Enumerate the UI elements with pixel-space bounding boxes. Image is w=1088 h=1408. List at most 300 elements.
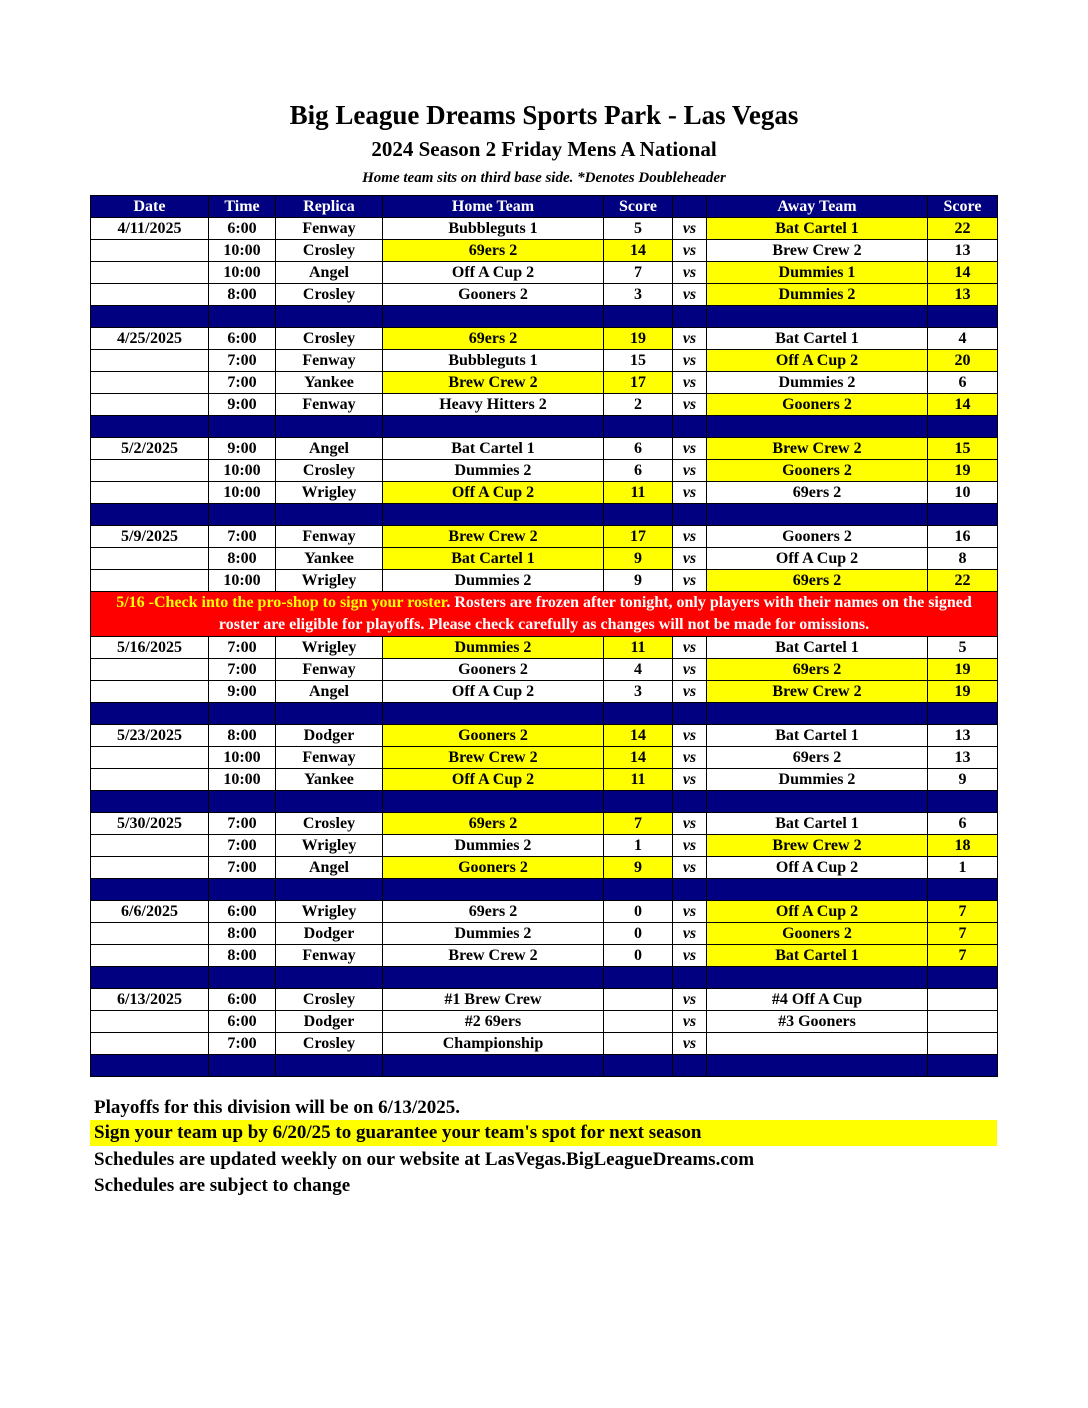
away-team-cell: Bat Cartel 1 [707, 945, 928, 967]
away-score-cell: 19 [928, 659, 998, 681]
date-cell [91, 460, 209, 482]
vs-cell: vs [673, 747, 707, 769]
separator-cell [209, 306, 276, 328]
separator-cell [209, 1055, 276, 1077]
separator-cell [604, 703, 673, 725]
away-score-cell: 19 [928, 681, 998, 703]
home-score-cell: 11 [604, 637, 673, 659]
home-score-cell: 5 [604, 218, 673, 240]
home-score-cell: 9 [604, 857, 673, 879]
away-score-cell [928, 989, 998, 1011]
vs-cell: vs [673, 570, 707, 592]
vs-cell: vs [673, 659, 707, 681]
replica-cell: Wrigley [276, 482, 383, 504]
date-cell [91, 747, 209, 769]
home-team-cell: Brew Crew 2 [383, 526, 604, 548]
game-row [91, 548, 998, 570]
away-score-cell: 8 [928, 548, 998, 570]
home-team-cell: Heavy Hitters 2 [383, 394, 604, 416]
home-team-cell: Off A Cup 2 [383, 262, 604, 284]
replica-cell: Fenway [276, 526, 383, 548]
time-cell: 7:00 [209, 659, 276, 681]
away-team-cell: #3 Gooners [707, 1011, 928, 1033]
away-score-cell: 15 [928, 438, 998, 460]
website-note: Schedules are updated weekly on our website at LasVegas.BigLeagueDreams.com [94, 1149, 755, 1170]
vs-cell: vs [673, 548, 707, 570]
vs-cell: vs [673, 372, 707, 394]
separator-cell [91, 879, 209, 901]
time-cell: 7:00 [209, 857, 276, 879]
separator-cell [604, 791, 673, 813]
separator-cell [604, 504, 673, 526]
separator-cell [209, 791, 276, 813]
vs-cell: vs [673, 328, 707, 350]
separator-cell [673, 703, 707, 725]
home-score-cell: 2 [604, 394, 673, 416]
replica-cell: Crosley [276, 460, 383, 482]
away-team-cell: Bat Cartel 1 [707, 813, 928, 835]
roster-notice-row [91, 592, 998, 637]
time-cell: 9:00 [209, 681, 276, 703]
home-team-cell: Gooners 2 [383, 659, 604, 681]
replica-cell: Angel [276, 262, 383, 284]
away-team-cell: Bat Cartel 1 [707, 637, 928, 659]
time-cell: 8:00 [209, 725, 276, 747]
time-cell: 9:00 [209, 438, 276, 460]
time-cell: 7:00 [209, 813, 276, 835]
game-row [91, 350, 998, 372]
vs-cell: vs [673, 284, 707, 306]
away-score-cell: 13 [928, 284, 998, 306]
home-team-cell: Gooners 2 [383, 725, 604, 747]
separator-cell [707, 791, 928, 813]
vs-cell: vs [673, 835, 707, 857]
home-team-cell: Brew Crew 2 [383, 945, 604, 967]
separator-cell [707, 504, 928, 526]
separator-cell [91, 504, 209, 526]
replica-cell: Crosley [276, 813, 383, 835]
separator-cell [707, 967, 928, 989]
replica-cell: Crosley [276, 284, 383, 306]
vs-cell: vs [673, 1033, 707, 1055]
replica-cell: Crosley [276, 328, 383, 350]
separator-cell [383, 703, 604, 725]
away-score-cell: 7 [928, 923, 998, 945]
separator-cell [928, 703, 998, 725]
away-team-cell: Bat Cartel 1 [707, 328, 928, 350]
replica-cell: Angel [276, 438, 383, 460]
away-score-cell: 13 [928, 240, 998, 262]
home-team-cell: Dummies 2 [383, 637, 604, 659]
date-cell: 6/13/2025 [91, 989, 209, 1011]
game-row [91, 989, 998, 1011]
date-cell [91, 659, 209, 681]
replica-cell: Wrigley [276, 570, 383, 592]
replica-cell: Yankee [276, 372, 383, 394]
away-team-cell: Off A Cup 2 [707, 857, 928, 879]
time-cell: 10:00 [209, 262, 276, 284]
separator-cell [209, 504, 276, 526]
time-cell: 7:00 [209, 526, 276, 548]
away-team-cell: Off A Cup 2 [707, 350, 928, 372]
away-score-cell: 14 [928, 262, 998, 284]
home-score-cell: 6 [604, 460, 673, 482]
separator-cell [928, 1055, 998, 1077]
game-row [91, 857, 998, 879]
date-cell [91, 394, 209, 416]
home-team-cell: Off A Cup 2 [383, 681, 604, 703]
game-row [91, 526, 998, 548]
away-score-cell: 6 [928, 372, 998, 394]
game-row [91, 240, 998, 262]
time-cell: 6:00 [209, 218, 276, 240]
time-cell: 8:00 [209, 284, 276, 306]
home-score-cell: 6 [604, 438, 673, 460]
home-score-cell: 9 [604, 570, 673, 592]
separator-cell [928, 791, 998, 813]
separator-cell [604, 306, 673, 328]
separator-cell [209, 879, 276, 901]
col-header-vs [673, 196, 707, 218]
home-score-cell: 7 [604, 262, 673, 284]
date-cell [91, 284, 209, 306]
home-team-cell: Off A Cup 2 [383, 482, 604, 504]
time-cell: 7:00 [209, 1033, 276, 1055]
separator-cell [276, 504, 383, 526]
away-score-cell: 20 [928, 350, 998, 372]
away-team-cell: 69ers 2 [707, 747, 928, 769]
separator-cell [383, 504, 604, 526]
vs-cell: vs [673, 637, 707, 659]
separator-cell [673, 416, 707, 438]
separator-cell [928, 879, 998, 901]
time-cell: 7:00 [209, 372, 276, 394]
date-cell [91, 835, 209, 857]
away-team-cell: Gooners 2 [707, 923, 928, 945]
separator-cell [673, 791, 707, 813]
separator-cell [91, 1055, 209, 1077]
home-team-cell: Gooners 2 [383, 284, 604, 306]
away-team-cell: Gooners 2 [707, 526, 928, 548]
separator-cell [276, 703, 383, 725]
replica-cell: Yankee [276, 548, 383, 570]
col-header-date: Date [91, 196, 209, 218]
away-score-cell [928, 1033, 998, 1055]
date-cell [91, 1011, 209, 1033]
vs-cell: vs [673, 769, 707, 791]
replica-cell: Fenway [276, 747, 383, 769]
home-team-cell: 69ers 2 [383, 813, 604, 835]
notice-text: . Rosters are frozen after tonight, only players with their names on the signed roster are eligible for playoffs. Please check carefully as changes will not be made for omissions. [218, 594, 972, 633]
separator-cell [276, 967, 383, 989]
home-team-cell: Dummies 2 [383, 835, 604, 857]
schedule-note: Home team sits on third base side. *Denotes Doubleheader [362, 170, 726, 186]
game-row [91, 659, 998, 681]
away-score-cell: 22 [928, 218, 998, 240]
separator-cell [91, 967, 209, 989]
vs-cell: vs [673, 813, 707, 835]
separator-cell [707, 1055, 928, 1077]
header-row [91, 196, 998, 218]
time-cell: 8:00 [209, 923, 276, 945]
separator-cell [928, 504, 998, 526]
separator-cell [673, 879, 707, 901]
away-score-cell: 10 [928, 482, 998, 504]
replica-cell: Dodger [276, 1011, 383, 1033]
notice-prefix: 5/16 - [116, 594, 154, 611]
time-cell: 10:00 [209, 240, 276, 262]
home-score-cell: 0 [604, 945, 673, 967]
away-team-cell: #4 Off A Cup [707, 989, 928, 1011]
away-score-cell: 13 [928, 725, 998, 747]
away-team-cell [707, 1033, 928, 1055]
separator-cell [707, 703, 928, 725]
home-team-cell: Bat Cartel 1 [383, 548, 604, 570]
week-separator [91, 1055, 998, 1077]
separator-cell [707, 306, 928, 328]
week-separator [91, 416, 998, 438]
week-separator [91, 703, 998, 725]
home-team-cell: 69ers 2 [383, 240, 604, 262]
away-team-cell: Brew Crew 2 [707, 835, 928, 857]
home-team-cell: #1 Brew Crew [383, 989, 604, 1011]
separator-cell [91, 791, 209, 813]
vs-cell: vs [673, 901, 707, 923]
replica-cell: Yankee [276, 769, 383, 791]
game-row [91, 460, 998, 482]
game-row [91, 328, 998, 350]
away-team-cell: Bat Cartel 1 [707, 725, 928, 747]
replica-cell: Angel [276, 681, 383, 703]
replica-cell: Fenway [276, 945, 383, 967]
separator-cell [383, 1055, 604, 1077]
date-cell [91, 1033, 209, 1055]
separator-cell [928, 306, 998, 328]
home-score-cell: 14 [604, 747, 673, 769]
game-row [91, 923, 998, 945]
vs-cell: vs [673, 482, 707, 504]
schedule-body [91, 196, 998, 1077]
home-team-cell: Dummies 2 [383, 570, 604, 592]
separator-cell [383, 967, 604, 989]
home-score-cell: 15 [604, 350, 673, 372]
home-score-cell [604, 1033, 673, 1055]
vs-cell: vs [673, 350, 707, 372]
game-row [91, 901, 998, 923]
vs-cell: vs [673, 460, 707, 482]
home-score-cell [604, 1011, 673, 1033]
replica-cell: Wrigley [276, 835, 383, 857]
home-team-cell: Brew Crew 2 [383, 747, 604, 769]
separator-cell [673, 1055, 707, 1077]
replica-cell: Fenway [276, 350, 383, 372]
home-team-cell: Bat Cartel 1 [383, 438, 604, 460]
away-score-cell: 13 [928, 747, 998, 769]
home-score-cell: 3 [604, 681, 673, 703]
vs-cell: vs [673, 923, 707, 945]
separator-cell [91, 306, 209, 328]
away-score-cell: 7 [928, 945, 998, 967]
home-score-cell: 0 [604, 901, 673, 923]
time-cell: 9:00 [209, 394, 276, 416]
game-row [91, 262, 998, 284]
week-separator [91, 879, 998, 901]
separator-cell [209, 416, 276, 438]
away-score-cell [928, 1011, 998, 1033]
away-team-cell: Brew Crew 2 [707, 438, 928, 460]
game-row [91, 218, 998, 240]
game-row [91, 681, 998, 703]
home-team-cell: Gooners 2 [383, 857, 604, 879]
separator-cell [673, 967, 707, 989]
away-score-cell: 14 [928, 394, 998, 416]
vs-cell: vs [673, 438, 707, 460]
time-cell: 8:00 [209, 945, 276, 967]
playoffs-note: Playoffs for this division will be on 6/13/2025. [94, 1097, 460, 1118]
date-cell [91, 262, 209, 284]
date-cell [91, 570, 209, 592]
replica-cell: Fenway [276, 659, 383, 681]
col-header-home-score: Score [604, 196, 673, 218]
vs-cell: vs [673, 725, 707, 747]
replica-cell: Crosley [276, 1033, 383, 1055]
week-separator [91, 306, 998, 328]
home-score-cell: 7 [604, 813, 673, 835]
replica-cell: Crosley [276, 240, 383, 262]
away-score-cell: 6 [928, 813, 998, 835]
separator-cell [276, 791, 383, 813]
away-team-cell: 69ers 2 [707, 570, 928, 592]
separator-cell [276, 879, 383, 901]
home-score-cell: 3 [604, 284, 673, 306]
page-subtitle: 2024 Season 2 Friday Mens A National [371, 137, 717, 161]
game-row [91, 570, 998, 592]
separator-cell [928, 416, 998, 438]
date-cell: 5/9/2025 [91, 526, 209, 548]
week-separator [91, 504, 998, 526]
away-team-cell: 69ers 2 [707, 482, 928, 504]
vs-cell: vs [673, 394, 707, 416]
separator-cell [928, 967, 998, 989]
date-cell: 4/25/2025 [91, 328, 209, 350]
home-score-cell: 11 [604, 769, 673, 791]
away-team-cell: Brew Crew 2 [707, 240, 928, 262]
separator-cell [383, 879, 604, 901]
home-score-cell: 19 [604, 328, 673, 350]
date-cell [91, 350, 209, 372]
vs-cell: vs [673, 526, 707, 548]
separator-cell [209, 967, 276, 989]
away-team-cell: Off A Cup 2 [707, 548, 928, 570]
away-team-cell: Gooners 2 [707, 460, 928, 482]
date-cell [91, 769, 209, 791]
away-score-cell: 22 [928, 570, 998, 592]
game-row [91, 1033, 998, 1055]
away-team-cell: Bat Cartel 1 [707, 218, 928, 240]
vs-cell: vs [673, 218, 707, 240]
week-separator [91, 791, 998, 813]
home-team-cell: Bubbleguts 1 [383, 350, 604, 372]
game-row [91, 725, 998, 747]
separator-cell [604, 967, 673, 989]
game-row [91, 813, 998, 835]
date-cell: 5/23/2025 [91, 725, 209, 747]
home-score-cell: 4 [604, 659, 673, 681]
home-score-cell: 14 [604, 725, 673, 747]
separator-cell [604, 879, 673, 901]
time-cell: 6:00 [209, 1011, 276, 1033]
home-score-cell: 9 [604, 548, 673, 570]
time-cell: 10:00 [209, 482, 276, 504]
separator-cell [91, 703, 209, 725]
away-score-cell: 9 [928, 769, 998, 791]
home-team-cell: 69ers 2 [383, 328, 604, 350]
away-team-cell: Dummies 2 [707, 769, 928, 791]
date-cell [91, 923, 209, 945]
replica-cell: Fenway [276, 218, 383, 240]
date-cell [91, 548, 209, 570]
time-cell: 8:00 [209, 548, 276, 570]
date-cell: 5/2/2025 [91, 438, 209, 460]
game-row [91, 372, 998, 394]
col-header-away-score: Score [928, 196, 998, 218]
away-team-cell: Gooners 2 [707, 394, 928, 416]
home-team-cell: Brew Crew 2 [383, 372, 604, 394]
game-row [91, 394, 998, 416]
game-row [91, 637, 998, 659]
date-cell [91, 372, 209, 394]
time-cell: 7:00 [209, 835, 276, 857]
replica-cell: Dodger [276, 923, 383, 945]
separator-cell [604, 416, 673, 438]
date-cell: 5/16/2025 [91, 637, 209, 659]
away-score-cell: 4 [928, 328, 998, 350]
away-score-cell: 16 [928, 526, 998, 548]
home-score-cell: 17 [604, 372, 673, 394]
separator-cell [383, 416, 604, 438]
time-cell: 10:00 [209, 460, 276, 482]
separator-cell [604, 1055, 673, 1077]
change-note: Schedules are subject to change [94, 1175, 351, 1196]
vs-cell: vs [673, 262, 707, 284]
home-team-cell: 69ers 2 [383, 901, 604, 923]
date-cell [91, 857, 209, 879]
col-header-replica: Replica [276, 196, 383, 218]
home-team-cell: #2 69ers [383, 1011, 604, 1033]
time-cell: 10:00 [209, 769, 276, 791]
signup-banner: Sign your team up by 6/20/25 to guarantee your team's spot for next season [90, 1120, 997, 1146]
game-row [91, 284, 998, 306]
col-header-away-team: Away Team [707, 196, 928, 218]
home-team-cell: Championship [383, 1033, 604, 1055]
page-title: Big League Dreams Sports Park - Las Vegas [289, 100, 799, 130]
home-score-cell: 11 [604, 482, 673, 504]
separator-cell [673, 306, 707, 328]
game-row [91, 438, 998, 460]
home-team-cell: Bubbleguts 1 [383, 218, 604, 240]
separator-cell [707, 416, 928, 438]
vs-cell: vs [673, 857, 707, 879]
separator-cell [276, 306, 383, 328]
replica-cell: Dodger [276, 725, 383, 747]
roster-notice [91, 592, 998, 637]
date-cell: 5/30/2025 [91, 813, 209, 835]
time-cell: 6:00 [209, 328, 276, 350]
game-row [91, 835, 998, 857]
replica-cell: Wrigley [276, 901, 383, 923]
vs-cell: vs [673, 1011, 707, 1033]
notice-highlight: Check into the pro-shop to sign your roster [154, 594, 447, 611]
